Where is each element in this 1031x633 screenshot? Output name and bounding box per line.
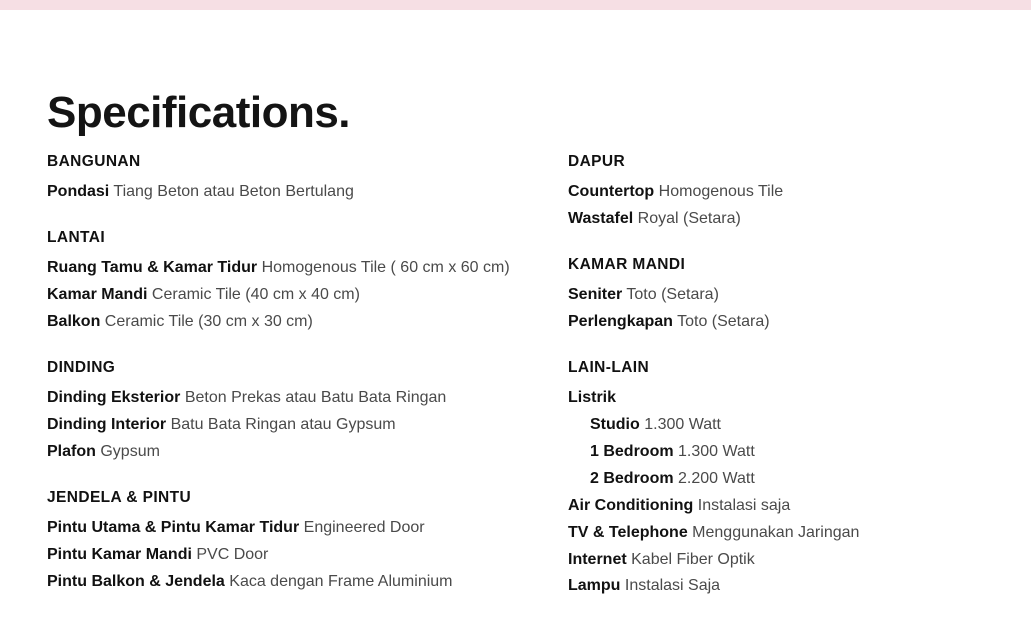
- spec-item: [568, 573, 1008, 600]
- document-page: [0, 10, 1031, 633]
- spec-item-value: Homogenous Tile ( 60 cm x 60 cm): [261, 259, 510, 277]
- spec-item-value: Batu Bata Ringan atau Gypsum: [170, 416, 396, 434]
- spec-item-value: Ceramic Tile (30 cm x 30 cm): [104, 313, 313, 331]
- spec-group-heading: BANGUNAN: [47, 153, 141, 170]
- spec-item: [568, 466, 1008, 493]
- spec-item-label: 1 Bedroom: [590, 443, 674, 460]
- specifications-column-left: [47, 150, 552, 596]
- spec-item-label: Pintu Balkon & Jendela: [47, 572, 225, 590]
- spec-item-label: Dinding Eksterior: [47, 389, 181, 407]
- spec-item-value: Toto (Setara): [626, 286, 719, 304]
- spec-group: [568, 150, 1008, 233]
- spec-item-label: Pintu Kamar Mandi: [47, 546, 192, 563]
- spec-group: [47, 486, 552, 596]
- spec-item-label: Countertop: [568, 183, 655, 201]
- spec-item-label: TV & Telephone: [568, 523, 688, 541]
- spec-item: [568, 282, 1008, 309]
- spec-item: [568, 547, 1008, 574]
- spec-item: [568, 493, 1008, 520]
- spec-item-label: Studio: [590, 416, 640, 434]
- spec-item-value: PVC Door: [196, 546, 269, 563]
- spec-item: [47, 569, 552, 596]
- spec-item-label: Dinding Interior: [47, 416, 167, 434]
- spec-item-label: Listrik: [568, 389, 617, 407]
- spec-item-label: Plafon: [47, 443, 96, 460]
- spec-item-label: Lampu: [568, 577, 621, 595]
- spec-item-label: Seniter: [568, 286, 623, 304]
- spec-item-value: Instalasi Saja: [624, 577, 721, 595]
- decorative-top-band: [0, 0, 1031, 10]
- spec-group-heading: JENDELA & PINTU: [47, 488, 192, 506]
- spec-item-label: Ruang Tamu & Kamar Tidur: [47, 259, 258, 277]
- spec-item-value: Kaca dengan Frame Aluminium: [229, 572, 453, 590]
- spec-item: [568, 439, 1008, 466]
- spec-item-value: 1.300 Watt: [644, 416, 721, 434]
- spec-item-value: Instalasi saja: [697, 496, 791, 514]
- spec-item-value: Homogenous Tile: [658, 183, 784, 201]
- spec-group: [568, 253, 1008, 336]
- spec-group: [47, 226, 552, 336]
- spec-item-value: Gypsum: [100, 443, 160, 460]
- spec-group: [47, 356, 552, 466]
- spec-group-heading: DAPUR: [568, 153, 626, 170]
- spec-item-value: 1.300 Watt: [678, 443, 755, 460]
- spec-item: [47, 515, 552, 542]
- spec-group-heading: KAMAR MANDI: [568, 256, 686, 273]
- spec-group: [568, 356, 1008, 600]
- spec-item: [47, 179, 552, 206]
- spec-item-value: Royal (Setara): [637, 210, 741, 228]
- spec-item-label: Balkon: [47, 313, 101, 331]
- spec-item: [568, 179, 1008, 206]
- spec-item: [47, 542, 552, 569]
- spec-item-value: Beton Prekas atau Batu Bata Ringan: [184, 389, 447, 407]
- spec-item: [568, 385, 1008, 412]
- spec-item: [47, 412, 552, 439]
- spec-item-label: Internet: [568, 550, 627, 568]
- spec-item: [568, 206, 1008, 233]
- spec-item-label: Pintu Utama & Pintu Kamar Tidur: [47, 519, 300, 537]
- spec-item-value: 2.200 Watt: [678, 469, 755, 487]
- spec-item: [568, 309, 1008, 336]
- spec-item-label: Perlengkapan: [568, 313, 673, 331]
- spec-item-label: Pondasi: [47, 183, 110, 201]
- spec-item-value: Ceramic Tile (40 cm x 40 cm): [151, 286, 360, 304]
- spec-item: [47, 309, 552, 336]
- spec-item-value: Tiang Beton atau Beton Bertulang: [113, 183, 354, 201]
- spec-item: [47, 385, 552, 412]
- spec-item: [47, 439, 552, 466]
- spec-item-value: Kabel Fiber Optik: [631, 550, 755, 568]
- spec-group-heading: LANTAI: [47, 229, 106, 247]
- spec-item-label: Air Conditioning: [568, 496, 694, 514]
- spec-item: [568, 412, 1008, 439]
- spec-item: [568, 520, 1008, 547]
- spec-group-heading: LAIN-LAIN: [568, 359, 650, 376]
- spec-item-value: Engineered Door: [303, 519, 425, 537]
- spec-item-label: Kamar Mandi: [47, 286, 148, 304]
- spec-item: [47, 282, 552, 309]
- spec-item-value: Menggunakan Jaringan: [692, 523, 860, 541]
- spec-group: [47, 150, 552, 206]
- spec-item-label: Wastafel: [568, 210, 634, 228]
- spec-group-heading: DINDING: [47, 359, 116, 376]
- specifications-column-right: [568, 150, 1008, 600]
- spec-item: [47, 255, 552, 282]
- spec-item-label: 2 Bedroom: [590, 469, 674, 487]
- spec-item-value: Toto (Setara): [677, 313, 770, 331]
- page-title: Specifications.: [47, 88, 351, 138]
